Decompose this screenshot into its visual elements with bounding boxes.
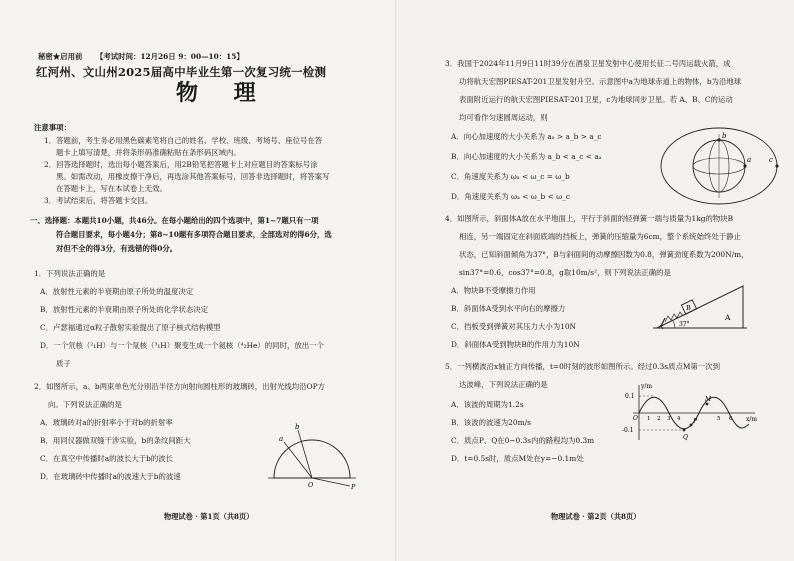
q4-figure: [653, 280, 749, 332]
q5-label-q: Q: [683, 434, 688, 441]
question-stem: 表面附近运行的航天宏图PIESAT-201卫星，c为地球同步卫星。若 A、B、C的运动: [459, 95, 733, 104]
q4-label-a: A: [725, 313, 731, 322]
option-a: A．向心加速度的大小关系为 aₐ > a_b > a_c: [451, 132, 602, 141]
q5-y-unit: y/m: [641, 383, 653, 390]
option-a: A．物块B不受摩擦力作用: [451, 286, 536, 295]
page-2: [397, 0, 794, 561]
option-c: C．卢瑟福通过α粒子散射实验提出了原子核式结构模型: [40, 323, 221, 332]
section-instruction: 对但不全的得3分，有选错的得0分。: [56, 244, 178, 253]
question-stem: 均可看作匀速圆周运动，则: [459, 113, 548, 122]
option-c: C．角速度关系为 ωₐ < ω_c = ω_b: [451, 172, 570, 181]
option-b: B．向心加速度的大小关系为 a_b < a_c < aₐ: [451, 152, 602, 161]
question-stem: 3．我国于2024年11月9日11时39分在酒泉卫星发射中心使用长征二号丙运载火箭，成: [445, 59, 731, 68]
option-d: D．t=0.5s时，质点M处在y=−0.1m处: [451, 454, 584, 463]
q2-label-a: a: [279, 435, 284, 443]
q5-origin: O: [633, 415, 638, 422]
question-stem: 状态，已知斜面倾角为37°，B与斜面间的动摩擦因数为0.8，弹簧劲度系数为200N/m，: [459, 250, 749, 259]
note-line: 3．考试结束后，将答题卡交回。: [44, 196, 153, 205]
subject-title: 物 理: [176, 80, 270, 106]
option-a: A．玻璃砖对a的折射率小于对b的折射率: [40, 418, 173, 427]
option-c: C．挡板受到弹簧对其压力大小为10N: [451, 322, 576, 331]
q5-tick: 5: [717, 416, 721, 422]
q3-label-b: b: [722, 132, 727, 140]
q5-tick: 3: [667, 416, 671, 422]
page-footer: 物理试卷 · 第2页（共8页）: [551, 512, 641, 521]
question-stem: sin37°=0.6，cos37°=0.8，g取10m/s²，则下列说法正确的是: [459, 268, 671, 277]
question-stem: 2．如图所示，a、b两束单色光分别沿半径方向射向圆柱形的玻璃砖，出射光线均沿OP方: [34, 382, 325, 391]
page-footer: 物理试卷 · 第1页（共8页）: [164, 512, 254, 521]
q5-tick: 6: [729, 416, 733, 422]
q5-tick: 4: [677, 416, 681, 422]
q5-x-unit: x/m: [746, 416, 758, 423]
question-stem: 达波峰，下列说法正确的是: [459, 380, 548, 389]
q4-label-b: B: [686, 304, 691, 312]
option-b: B．用同仪器做双缝干涉实验，b的条纹间距大: [40, 436, 191, 445]
q5-label-p: P: [693, 418, 698, 425]
q5-tick: 1: [647, 416, 651, 422]
notes-heading: 注意事项：: [34, 123, 71, 132]
section-instruction: 符合题目要求，每小题4分；第8~10题有多项符合题目要求，全部选对的得6分，选: [56, 230, 332, 239]
option-d: D．角速度关系为 ωₐ < ω_b < ω_c: [451, 192, 570, 201]
q5-y-pos: 0.1: [625, 393, 635, 400]
option-b: B．该波的波速为20m/s: [451, 418, 531, 427]
note-line: 1．答题前，考生务必用黑色碳素笔将自己的姓名、学校、班级、考场号、座位号在答: [44, 136, 323, 145]
q3-label-a: a: [747, 156, 752, 164]
note-line: 题卡上填写清楚，并将条形码准确粘贴在条形码区域内。: [56, 148, 241, 157]
exam-title: 红河州、文山州2025届高中毕业生第一次复习统一检测: [36, 65, 327, 79]
question-stem: 相连，另一端固定在斜面底端的挡板上，弹簧的压缩量为6cm，整个系统始终处于静止: [459, 232, 741, 241]
question-stem: 5．一列横波沿x轴正方向传播，t=0时刻的波形如图所示。经过0.3s质点M第一次到: [445, 362, 720, 371]
q4-label-angle: 37°: [679, 321, 690, 328]
option-d: D．在玻璃砖中传播时a的波速大于b的波速: [40, 472, 181, 481]
note-line: 2．回答选择题时，选出每小题答案后，用2B铅笔把答题卡上对应题目的答案标号涂: [44, 160, 318, 169]
q2-label-p: P: [351, 483, 356, 490]
q3-figure: [659, 118, 785, 210]
q2-label-b: b: [295, 423, 300, 431]
option-d: D．斜面体A受到物块B的作用力为10N: [451, 340, 580, 349]
option-c: C．质点P、Q在0~0.3s内的路程均为0.3m: [451, 436, 595, 445]
q5-figure: [619, 382, 759, 444]
q2-figure: [262, 420, 362, 490]
option-d-cont: 质子: [56, 359, 71, 368]
option-d: D．一个氘核（²₁H）与一个氚核（³₁H）聚变生成一个氦核（⁴₂He）的同时，放出一个: [40, 341, 324, 350]
question-stem: 功将航天宏图PIESAT-201卫星发射升空。示意图中a为地球赤道上的物体，b为沿地球: [459, 77, 742, 86]
question-stem: 向。下列说法正确的是: [48, 400, 122, 409]
note-line: 在答题卡上，写在本试卷上无效。: [56, 184, 167, 193]
option-b: B．斜面体A受到水平向右的摩擦力: [451, 304, 566, 313]
option-c: C．在真空中传播时a的波长大于b的波长: [40, 454, 174, 463]
q5-tick: 2: [657, 416, 661, 422]
q5-label-m: M: [705, 396, 712, 403]
note-line: 黑。如需改动，用橡皮擦干净后，再选涂其他答案标号，回答非选择题时，将答案写: [56, 172, 330, 181]
q3-label-c: c: [769, 156, 773, 164]
q2-label-o: O: [308, 481, 314, 489]
question-stem: 4．如图所示，斜面体A放在水平地面上，平行于斜面的轻弹簧一端与质量为1kg的物块B: [445, 214, 734, 223]
section-instruction: 一、选择题：本题共10小题，共46分。在每小题给出的四个选项中，第1~7题只有一项: [30, 216, 319, 225]
exam-time: 【考试时间：12月26日 9：00—10：15】: [96, 52, 244, 61]
option-a: A．放射性元素的半衰期由原子所处的温度决定: [40, 287, 194, 296]
option-a: A．该波的周期为1.2s: [451, 400, 524, 409]
question-stem: 1．下列说法正确的是: [34, 269, 106, 278]
option-b: B．放射性元素的半衰期由原子所处的化学状态决定: [40, 305, 209, 314]
secret-label: 秘密★启用前: [38, 52, 83, 61]
q5-y-neg: -0.1: [622, 427, 634, 434]
